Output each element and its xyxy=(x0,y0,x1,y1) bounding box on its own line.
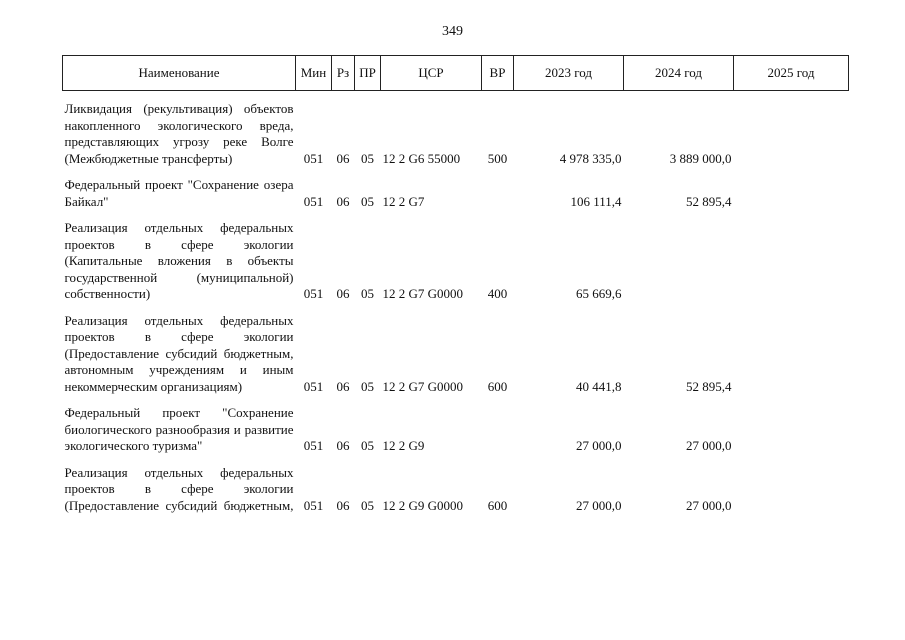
row-vr xyxy=(482,167,514,210)
row-vr: 600 xyxy=(487,497,508,513)
table-row xyxy=(63,395,849,455)
table-row xyxy=(63,210,849,303)
row-vr: 500 xyxy=(487,150,508,166)
row-rz: 06 xyxy=(336,150,350,166)
row-min: 051 xyxy=(303,438,324,453)
row-csr: 12 2 G6 55000 xyxy=(382,150,461,166)
row-pr: 05 xyxy=(361,497,374,513)
header-name: Наименование xyxy=(63,56,296,91)
table-row xyxy=(63,455,849,515)
row-min: 051 xyxy=(303,193,324,209)
row-2024: 27 000,0 xyxy=(686,497,732,513)
row-rz: 06 xyxy=(336,438,350,453)
header-min: Мин xyxy=(296,56,332,91)
row-name: Федеральный проект "Сохранение озера Байкал" xyxy=(64,177,294,209)
header-vr: ВР xyxy=(482,56,514,91)
row-name: Реализация отдельных федеральных проектов в сфере экологии (Предоставление субсидий бюджетным, xyxy=(64,464,294,513)
page-number: 349 xyxy=(442,24,463,39)
row-csr: 12 2 G7 xyxy=(382,193,425,209)
table-row xyxy=(63,303,849,396)
row-2024: 52 895,4 xyxy=(686,193,732,209)
header-pr: ПР xyxy=(355,56,381,91)
row-min: 051 xyxy=(303,497,324,513)
row-2025 xyxy=(734,210,849,303)
row-2023: 106 111,4 xyxy=(570,193,622,209)
row-csr: 12 2 G7 G0000 xyxy=(382,286,464,301)
row-rz: 06 xyxy=(336,193,350,209)
row-pr: 05 xyxy=(361,286,374,301)
row-name: Реализация отдельных федеральных проектов в сфере экологии (Капитальные вложения в объекты государственной (муниципальной) собственности) xyxy=(64,220,294,301)
row-name: Ликвидация (рекультивация) объектов накопленного экологического вреда, представляющих угрозу реке Волге (Межбюджетные трансферты) xyxy=(64,101,294,166)
row-vr: 600 xyxy=(487,378,508,394)
row-name: Федеральный проект "Сохранение биологического разнообразия и развитие экологического туризма" xyxy=(64,405,294,453)
row-csr: 12 2 G9 G0000 xyxy=(382,497,464,513)
row-2025 xyxy=(734,167,849,210)
row-min: 051 xyxy=(303,286,324,301)
row-2023: 27 000,0 xyxy=(576,497,622,513)
row-2025 xyxy=(734,455,849,515)
row-vr: 400 xyxy=(487,286,508,301)
row-rz: 06 xyxy=(336,286,350,301)
row-2024: 27 000,0 xyxy=(686,438,732,453)
row-pr: 05 xyxy=(361,438,374,453)
row-name: Реализация отдельных федеральных проектов в сфере экологии (Предоставление субсидий бюджетным, автономным учреждениям и иным некоммерческим организациям) xyxy=(64,312,294,394)
header-2023: 2023 год xyxy=(514,56,624,91)
row-pr: 05 xyxy=(361,378,374,394)
row-csr: 12 2 G7 G0000 xyxy=(382,378,464,394)
header-rz: Рз xyxy=(332,56,355,91)
header-2024: 2024 год xyxy=(624,56,734,91)
row-2023: 65 669,6 xyxy=(576,286,622,301)
budget-table xyxy=(62,55,849,514)
row-2023: 27 000,0 xyxy=(576,438,622,453)
table-row xyxy=(63,167,849,210)
row-vr xyxy=(482,395,514,455)
row-rz: 06 xyxy=(336,378,350,394)
table-row xyxy=(63,91,849,168)
row-2025 xyxy=(734,395,849,455)
row-pr: 05 xyxy=(361,150,374,166)
row-pr: 05 xyxy=(361,193,374,209)
row-2024: 52 895,4 xyxy=(686,378,732,394)
row-min: 051 xyxy=(303,378,324,394)
row-rz: 06 xyxy=(336,497,350,513)
row-2025 xyxy=(734,303,849,396)
row-2024 xyxy=(624,210,734,303)
header-csr: ЦСР xyxy=(381,56,482,91)
row-csr: 12 2 G9 xyxy=(382,438,425,453)
row-2023: 40 441,8 xyxy=(576,378,622,394)
row-2023: 4 978 335,0 xyxy=(559,150,622,166)
row-2024: 3 889 000,0 xyxy=(669,150,732,166)
row-2025 xyxy=(734,91,849,168)
row-min: 051 xyxy=(303,150,324,166)
header-2025: 2025 год xyxy=(734,56,849,91)
table-header-row xyxy=(63,56,849,91)
